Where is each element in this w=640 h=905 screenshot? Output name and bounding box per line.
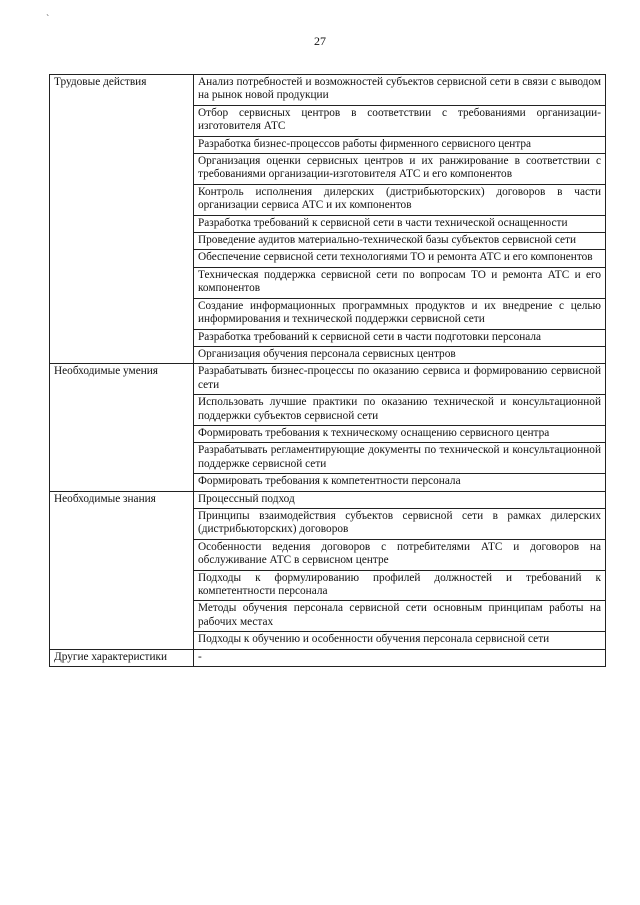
section-item: Разрабатывать бизнес-процессы по оказанию сервиса и формированию сервисной сети	[194, 364, 606, 395]
section-item: Использовать лучшие практики по оказанию технической и консультационной поддержки субъектов сервисной сети	[194, 395, 606, 426]
section-label: Трудовые действия	[50, 75, 194, 364]
section-item: Процессный подход	[194, 491, 606, 508]
section-item: Методы обучения персонала сервисной сети основным принципам работы на рабочих местах	[194, 601, 606, 632]
section-item: Контроль исполнения дилерских (дистрибьюторских) договоров в части организации сервиса АТС и их компонентов	[194, 184, 606, 215]
section-item: Отбор сервисных центров в соответствии с требованиями организации-изготовителя АТС	[194, 105, 606, 136]
section-item: Техническая поддержка сервисной сети по вопросам ТО и ремонта АТС и его компонентов	[194, 267, 606, 298]
table-row	[50, 491, 606, 508]
section-item: Подходы к обучению и особенности обучения персонала сервисной сети	[194, 632, 606, 649]
table-row	[50, 364, 606, 395]
table-row	[50, 75, 606, 106]
section-item: Анализ потребностей и возможностей субъектов сервисной сети в связи с выводом на рынок новой продукции	[194, 75, 606, 106]
section-item: Организация оценки сервисных центров и их ранжирование в соответствии с требованиями организации-изготовителя АТС и его компонентов	[194, 154, 606, 185]
section-item: Формировать требования к компетентности персонала	[194, 474, 606, 491]
table-row	[50, 649, 606, 666]
requirements-table	[49, 74, 606, 667]
section-item: Подходы к формулированию профилей должностей и требований к компетентности персонала	[194, 570, 606, 601]
section-item: Проведение аудитов материально-технической базы субъектов сервисной сети	[194, 233, 606, 250]
section-item: Разработка требований к сервисной сети в части подготовки персонала	[194, 329, 606, 346]
page-number: 27	[314, 34, 326, 48]
section-label: Необходимые умения	[50, 364, 194, 491]
section-item: Особенности ведения договоров с потребителями АТС и договоров на обслуживание АТС в сервисном центре	[194, 539, 606, 570]
section-item: Принципы взаимодействия субъектов сервисной сети в рамках дилерских (дистрибьюторских) договоров	[194, 508, 606, 539]
section-item: Разработка бизнес-процессов работы фирменного сервисного центра	[194, 136, 606, 153]
table-body	[50, 75, 606, 667]
section-item: Создание информационных программных продуктов и их внедрение с целью информирования и технической поддержки сервисной сети	[194, 298, 606, 329]
scan-mark: `	[46, 14, 50, 25]
section-item: Формировать требования к техническому оснащению сервисного центра	[194, 425, 606, 442]
section-item: -	[194, 649, 606, 666]
section-item: Разработка требований к сервисной сети в части технической оснащенности	[194, 215, 606, 232]
section-item: Организация обучения персонала сервисных центров	[194, 346, 606, 363]
section-label: Другие характеристики	[50, 649, 194, 666]
section-label: Необходимые знания	[50, 491, 194, 649]
section-item: Обеспечение сервисной сети технологиями ТО и ремонта АТС и его компонентов	[194, 250, 606, 267]
section-item: Разрабатывать регламентирующие документы по технической и консультационной поддержке сервисной сети	[194, 443, 606, 474]
